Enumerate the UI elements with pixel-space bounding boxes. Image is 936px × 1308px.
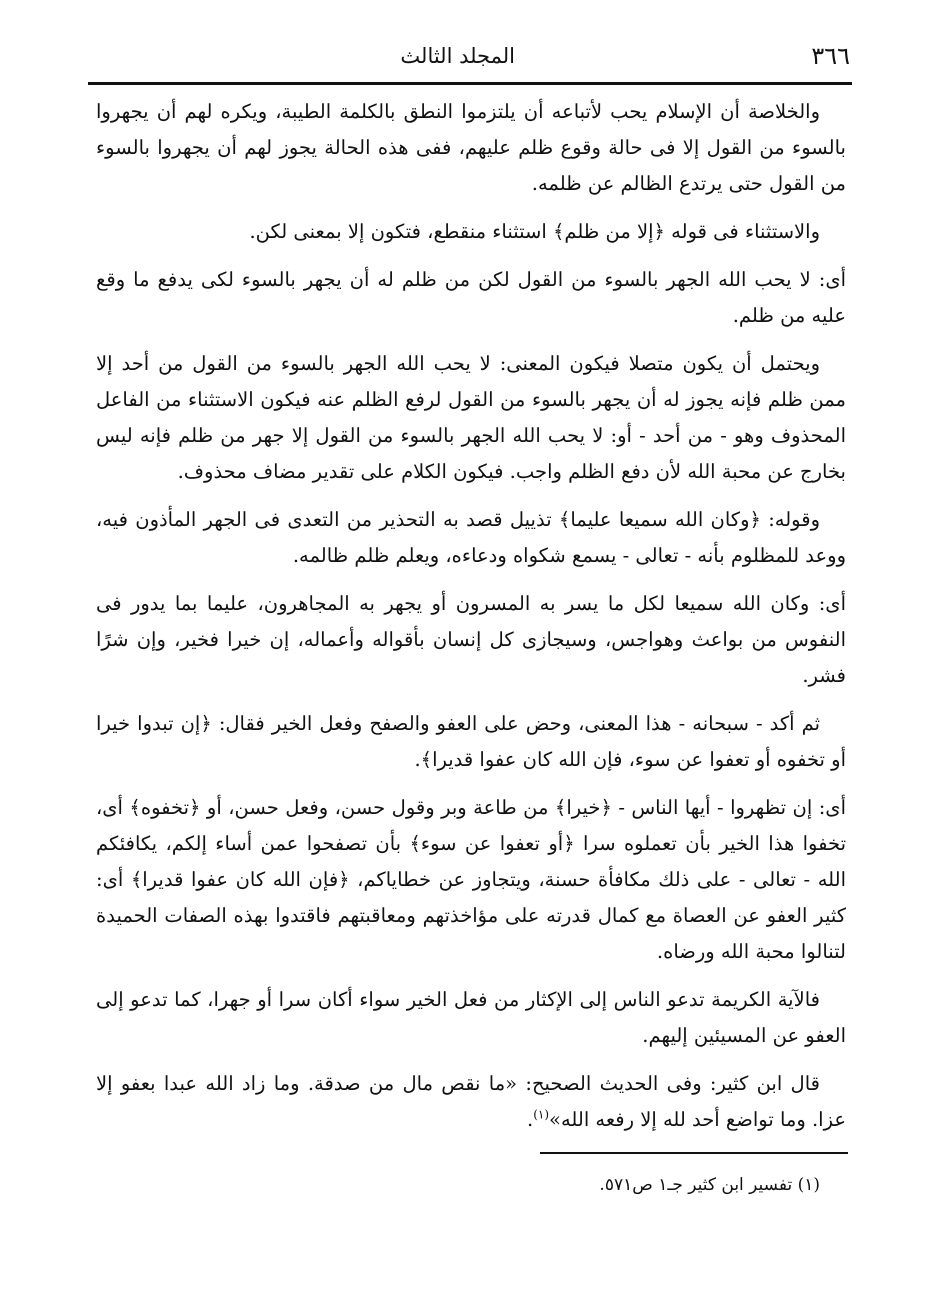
paragraph: ويحتمل أن يكون متصلا فيكون المعنى: لا يحب الله الجهر بالسوء من القول من أحد إلا ممن ظلم فإنه يجوز له أن يجهر بالسوء من القول لرفع الظلم عنه فيكون الاستثناء من الفاعل المحذوف وهو - من أحد - أو: لا يحب الله الجهر بالسوء من القول إلا جهر من ظلم فإنه ليس بخارج عن محبة الله لأن دفع الظلم واجب. فيكون الكلام على تقدير مضاف محذوف. <box>96 352 846 483</box>
paragraph: أى: لا يحب الله الجهر بالسوء من القول لكن من ظلم له أن يجهر بالسوء لكى يدفع ما وقع عليه من ظلم. <box>96 268 846 327</box>
footnote-rule <box>540 1152 848 1154</box>
paragraph: أى: إن تظهروا - أيها الناس - ﴿خيرا﴾ من طاعة وبر وقول حسن، وفعل حسن، أو ﴿تخفوه﴾ أى، تخفوا هذا الخير بأن تعملوه سرا ﴿أو تعفوا عن سوء﴾ بأن تصفحوا عمن أساء إلكم، يكافئكم الله - تعالى - على ذلك مكافأة حسنة، ويتجاوز عن خطاياكم، ﴿فإن الله كان عفوا قديرا﴾ أى: كثير العفو عن العصاة مع كمال قدرته على مؤاخذتهم ومعاقبتهم فاقتدوا بهذه الصفات الحميدة لتنالوا محبة الله ورضاه. <box>96 796 846 963</box>
paragraph: وقوله: ﴿وكان الله سميعا عليما﴾ تذييل قصد به التحذير من التعدى فى الجهر المأذون فيه، ووعد للمظلوم بأنه - تعالى - يسمع شكواه ودعاءه، ويعلم ظلم ظالمه. <box>96 508 846 567</box>
paragraph: والخلاصة أن الإسلام يحب لأتباعه أن يلتزموا النطق بالكلمة الطيبة، ويكره لهم أن يجهروا بالسوء من القول إلا فى حالة وقوع ظلم عليهم، ففى هذه الحالة يجوز لهم أن يجهروا بالسوء من القول حتى يرتدع الظالم عن ظلمه. <box>96 100 846 195</box>
paragraph-with-footnote: قال ابن كثير: وفى الحديث الصحيح: «ما نقص مال من صدقة. وما زاد الله عبدا بعفو إلا عزا. وما تواضع أحد لله إلا رفعه الله»$^{(١)}$. <box>96 1072 846 1131</box>
paragraph: والاستثناء فى قوله ﴿إلا من ظلم﴾ استثناء منقطع، فتكون إلا بمعنى لكن. <box>249 220 820 243</box>
header-rule <box>88 82 852 85</box>
footnote-marker: (١) <box>533 1107 550 1122</box>
footnote: (١) تفسير ابن كثير جـ١ ص٥٧١. <box>599 1175 820 1195</box>
page-number: ٣٦٦ <box>811 42 850 70</box>
paragraph-text: قال ابن كثير: وفى الحديث الصحيح: «ما نقص مال من صدقة. وما زاد الله عبدا بعفو إلا عزا. وما تواضع أحد لله إلا رفعه الله» <box>96 1072 846 1131</box>
paragraph: ثم أكد - سبحانه - هذا المعنى، وحض على العفو والصفح وفعل الخير فقال: ﴿إن تبدوا خيرا أو تخفوه أو تعفوا عن سوء، فإن الله كان عفوا قديرا﴾. <box>96 712 846 771</box>
paragraph: أى: وكان الله سميعا لكل ما يسر به المسرون أو يجهر به المجاهرون، عليما بما يدور فى النفوس من بواعث وهواجس، وسيجازى كل إنسان بأقواله وأعماله، إن خيرا فخير، وإن شرًا فشر. <box>96 592 846 687</box>
running-title: المجلد الثالث <box>400 44 515 68</box>
body-text <box>96 94 846 1150</box>
paragraph: فالآية الكريمة تدعو الناس إلى الإكثار من فعل الخير سواء أكان سرا أو جهرا، كما تدعو إلى العفو عن المسيئين إليهم. <box>96 988 846 1047</box>
page-header <box>90 36 850 76</box>
